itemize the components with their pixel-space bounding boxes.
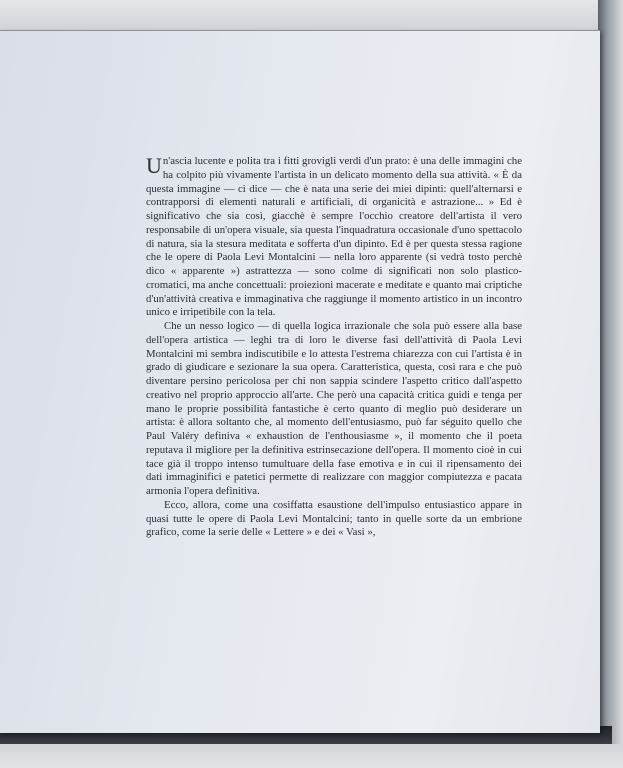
paragraph-3: Ecco, allora, come una cosiffatta esaustione dell'impulso entusiastico appare in quasi tutte le opere di Paola Levi Montalcini; tanto in quelle sorte da un embrione grafico, come la serie delle « Lettere » e dei « Vasi »,: [146, 498, 522, 539]
book-page: [0, 30, 600, 733]
paragraph-2: Che un nesso logico — di quella logica irrazionale che sola può essere alla base dell'opera artistica — leghi tra di loro le diverse fasi dell'attività di Paola Levi Montalcini mi sembra indiscutibile e lo attesta l'estrema chiarezza con cui l'artista è in grado di giudicare e sezionare la sua opera. Caratteristica, questa, così rara e che può diventare persino pericolosa per chi non sappia scindere l'aspetto critico dall'aspetto creativo nel proprio approccio all'arte. Che però una capacità critica guidi e tenga per mano le proprie possibilità fantastiche è certo quanto di meglio può desiderare un artista: è allora soltanto che, al momento dell'entusiasmo, può far séguito quello che Paul Valéry definiva « exhaustion de l'enthousiasme », il momento che il poeta reputava il migliore per la definitiva estrinsecazione dell'opera. Il momento cioè in cui tace già il troppo intenso tumultuare della fase emotiva e in cui il ripensamento dei dati immaginifici e patetici permette di realizzare con maggior compiutezza e pacata armonia l'opera definitiva.: [146, 320, 522, 497]
paragraph-1: [146, 155, 522, 320]
paragraph-1-text: n'ascia lucente e polita tra i fitti grovigli verdi d'un prato: è una delle immagini che ha colpito più vivamente l'artista in un delicato momento della sua attività. « È da questa immagine — ci dice — che è nata una serie dei miei dipinti: quell'alternarsi e contrapporsi di elementi naturali e artificiali, di organicità e astrazione... » Ed è significativo che sia così, giacchè è sempre l'occhio creatore dell'artista il vero responsabile di un'opera visuale, sia questa l'inquadratura occasionale d'uno spettacolo di natura, sia la stesura meditata e sofferta d'un dipinto. Ed è per questa stessa ragione che le opere di Paola Levi Montalcini — nella loro apparente (si vedrà tosto perchè dico « apparente ») astrattezza — sono colme di significati non solo plastico-cromatici, ma anche concettuali: proiezioni macerate e meditate e quanto mai criptiche d'un'attività creativa e immaginativa che raggiunge il momento artistico in un incontro unico e irripetibile con la tela.: [146, 155, 522, 319]
table-surface: [0, 744, 623, 768]
page-text-block: [146, 155, 522, 540]
book-cover-edge: [598, 0, 623, 768]
drop-cap: U: [146, 153, 162, 178]
